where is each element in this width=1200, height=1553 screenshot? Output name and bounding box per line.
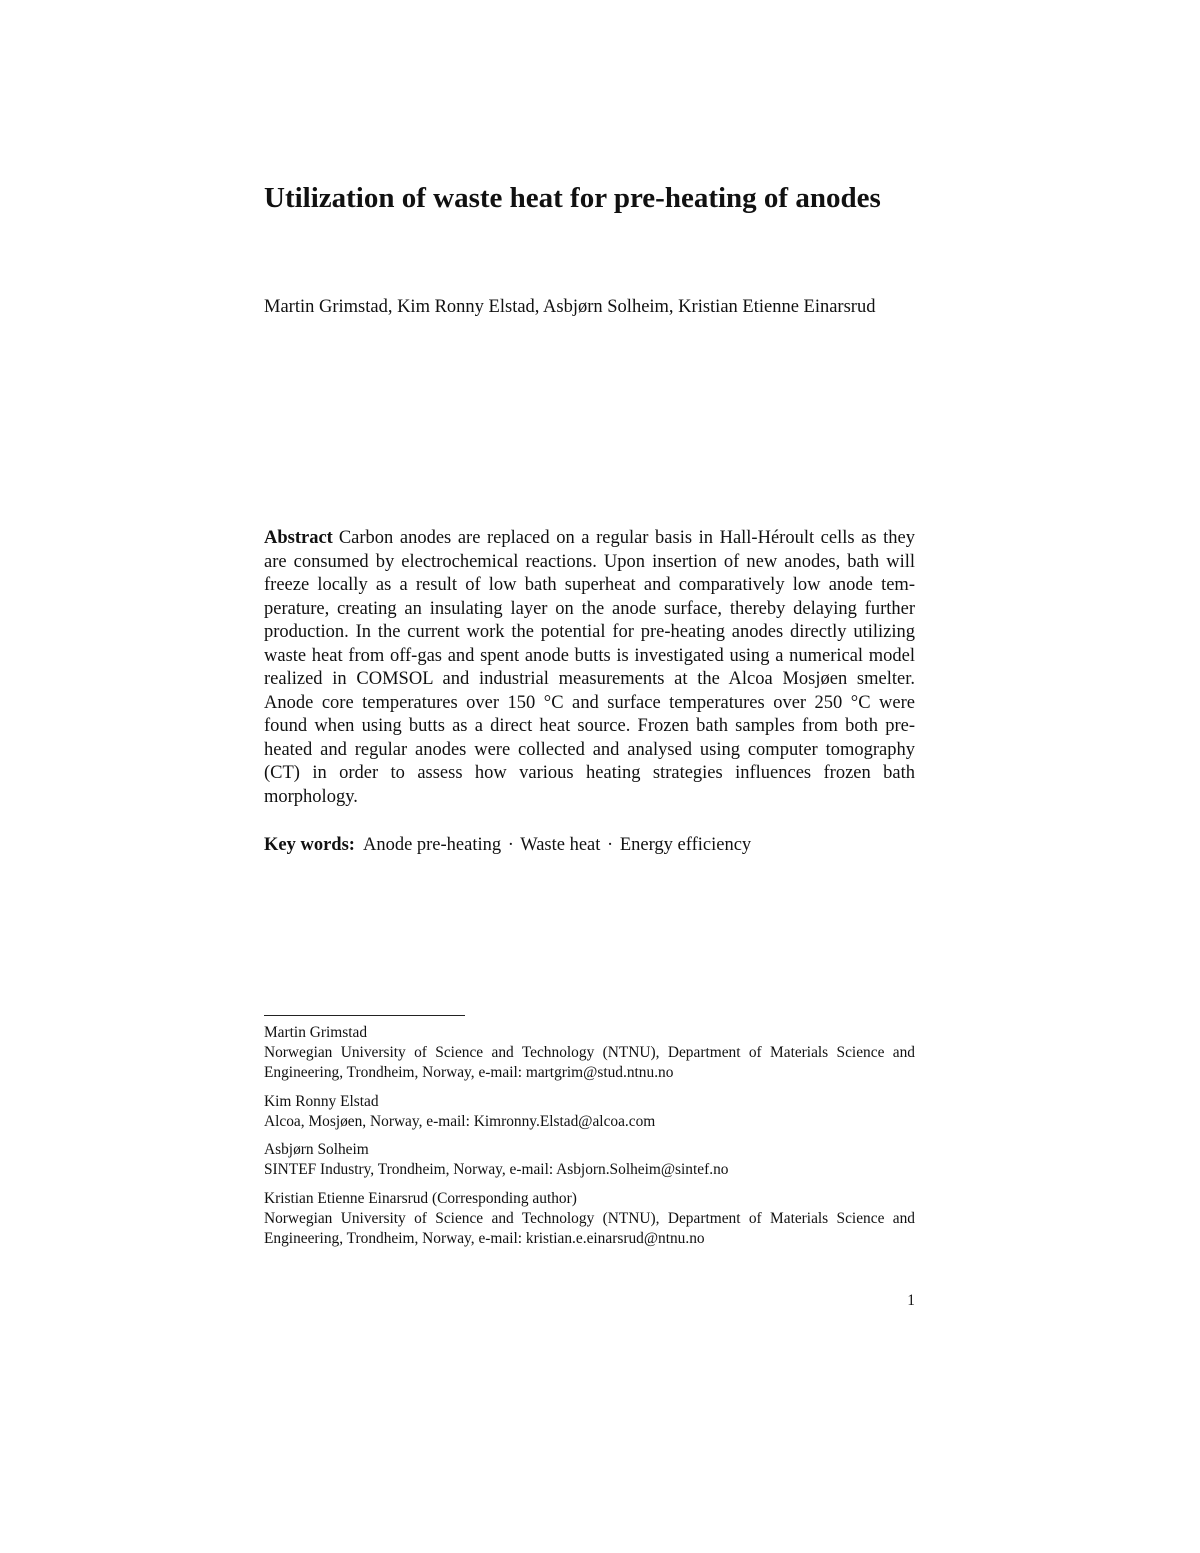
page-number: 1 [907, 1292, 915, 1309]
paper-title: Utilization of waste heat for pre-heating of anodes [264, 182, 881, 214]
keywords [264, 833, 915, 857]
affiliation-details: SINTEF Industry, Trondheim, Norway, e-mail: Asbjorn.Solheim@sintef.no [264, 1161, 729, 1178]
abstract [264, 527, 915, 809]
author-list: Martin Grimstad, Kim Ronny Elstad, Asbjørn Solheim, Kristian Etienne Einarsrud [264, 297, 876, 317]
affiliation-name: Kim Ronny Elstad [264, 1093, 379, 1110]
keyword-separator: · [507, 835, 514, 855]
keywords-label: Key words: [264, 835, 355, 855]
affiliation [264, 1023, 915, 1083]
affiliation-details: Norwegian University of Science and Technology (NTNU), Department of Materials Science and Engineering, Trondheim, Norway, e-mail: kristian.e.einarsrud@ntnu.no [264, 1210, 915, 1247]
keyword-item: Waste heat [520, 835, 601, 855]
affiliation-name: Asbjørn Solheim [264, 1141, 369, 1158]
affiliation-name: Kristian Etienne Einarsrud (Corresponding author) [264, 1190, 577, 1207]
affiliation [264, 1189, 915, 1249]
abstract-label: Abstract [264, 528, 333, 548]
keyword-separator: · [607, 835, 614, 855]
keyword-item: Anode pre-heating [362, 835, 502, 855]
footnote-rule [264, 1015, 465, 1016]
affiliation-details: Norwegian University of Science and Technology (NTNU), Department of Materials Science and Engineering, Trondheim, Norway, e-mail: martgrim@stud.ntnu.no [264, 1044, 915, 1081]
affiliation [264, 1140, 915, 1180]
affiliation-details: Alcoa, Mosjøen, Norway, e-mail: Kimronny.Elstad@alcoa.com [264, 1113, 656, 1130]
abstract-text: Carbon anodes are replaced on a regular basis in Hall-Héroult cells as they are consumed by electrochemical reactions. Upon insertion of new anodes, bath will freeze locally as a result of low bath superheat and comparatively low anode temperature, creating an insulating layer on the anode surface, thereby delaying further production. In the current work the potential for pre-heating anodes directly utilizing waste heat from off-gas and spent anode butts is investigated using a numerical model realized in COMSOL and industrial measurements at the Alcoa Mosjøen smelter. Anode core temperatures over 150 °C and surface temperatures over 250 °C were found when using butts as a direct heat source. Frozen bath samples from both pre-heated and regular anodes were collected and analysed using computer tomography (CT) in order to assess how various heating strategies influences frozen bath morphology. [264, 528, 915, 807]
affiliation [264, 1092, 915, 1132]
affiliation-name: Martin Grimstad [264, 1024, 368, 1041]
keyword-item: Energy efficiency [619, 835, 752, 855]
